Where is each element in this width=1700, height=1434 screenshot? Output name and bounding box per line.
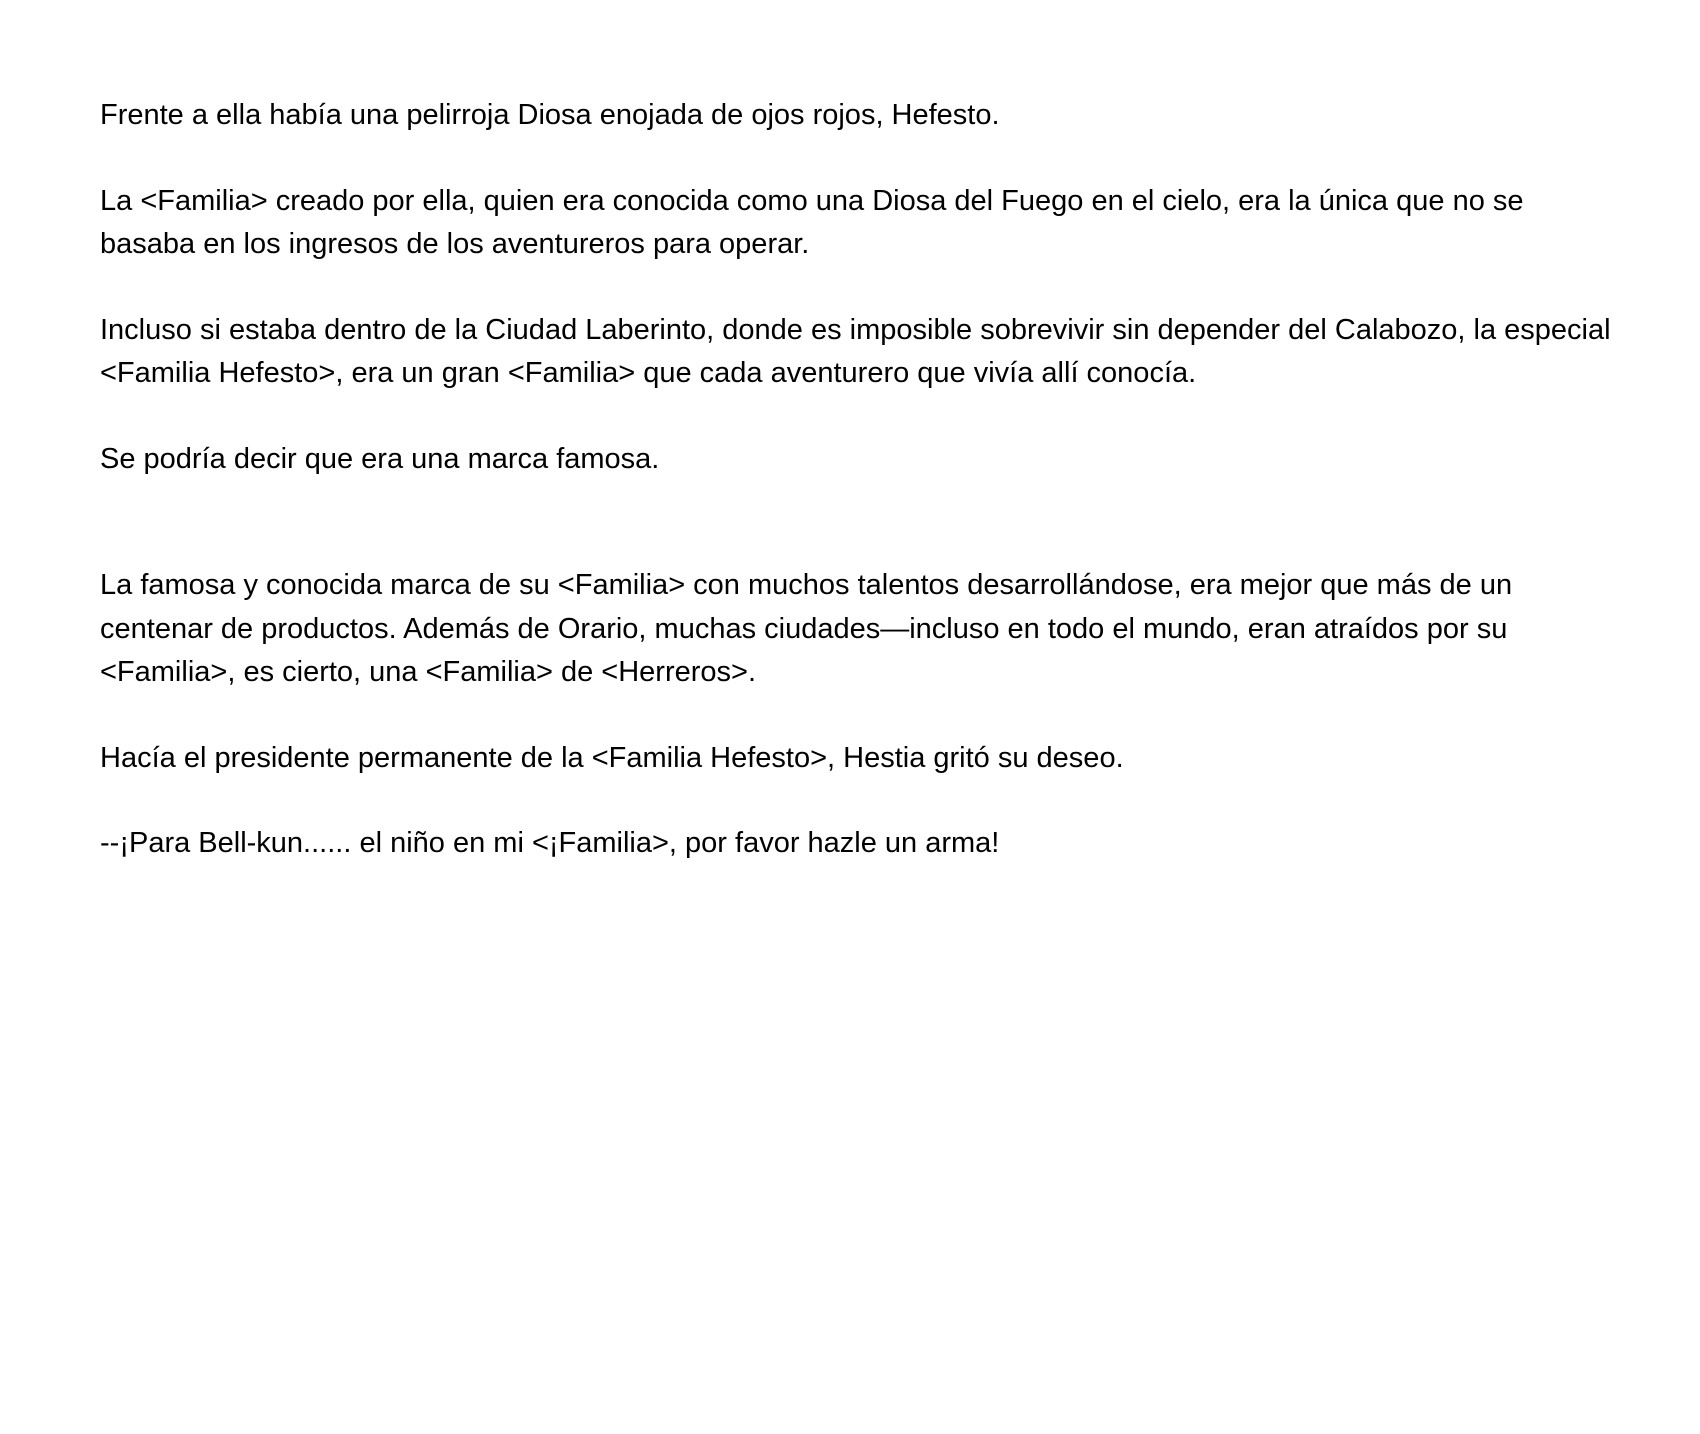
paragraph-5: La famosa y conocida marca de su <Familia> con muchos talentos desarrollándose, era mejor que más de un centenar de productos. Además de Orario, muchas ciudades—incluso en todo el mundo, eran atraídos por su <Familia>, es cierto, una <Familia> de <Herreros>. <box>100 569 1513 688</box>
paragraph-2: La <Familia> creado por ella, quien era conocida como una Diosa del Fuego en el cielo, era la única que no se basaba en los ingresos de los aventureros para operar. <box>100 184 1524 260</box>
document-body <box>100 94 1620 908</box>
paragraph-4: Se podría decir que era una marca famosa. <box>100 442 660 475</box>
paragraph-6: Hacía el presidente permanente de la <Familia Hefesto>, Hestia gritó su deseo. <box>100 741 1124 774</box>
paragraph-1: Frente a ella había una pelirroja Diosa enojada de ojos rojos, Hefesto. <box>100 99 1000 131</box>
paragraph-3: Incluso si estaba dentro de la Ciudad Laberinto, donde es imposible sobrevivir sin depender del Calabozo, la especial <Familia Hefesto>, era un gran <Familia> que cada aventurero que vivía allí conocía. <box>100 313 1611 389</box>
paragraph-7: --¡Para Bell-kun...... el niño en mi <¡Familia>, por favor hazle un arma! <box>100 827 1000 859</box>
